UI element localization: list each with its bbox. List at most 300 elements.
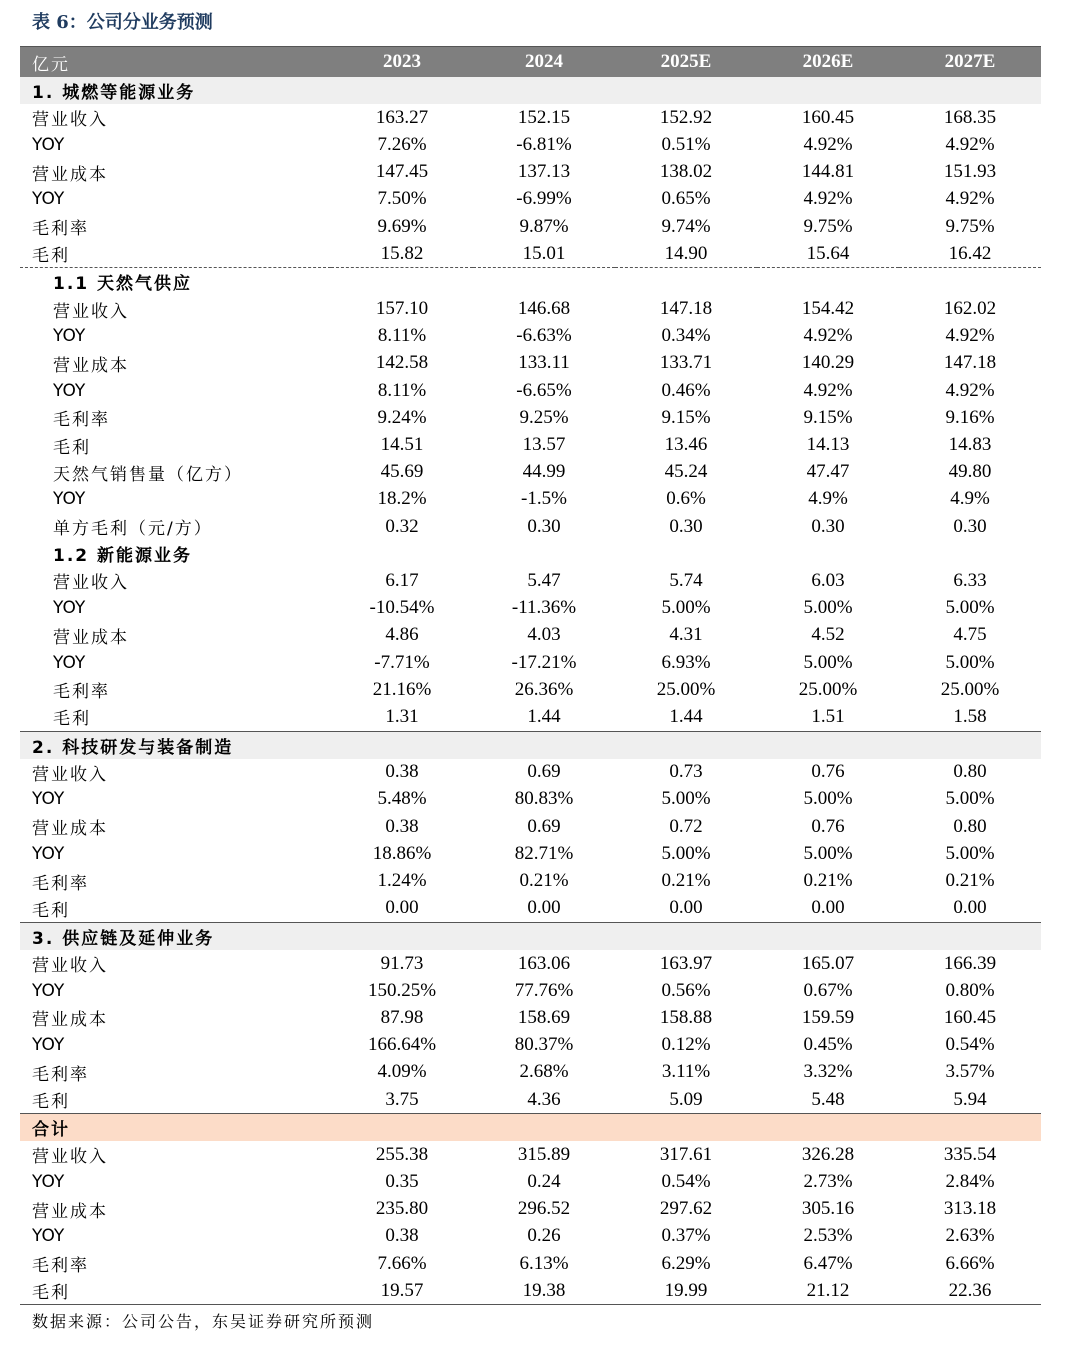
- row-label: YOY: [32, 789, 65, 810]
- table-cell: -17.21%: [511, 651, 577, 673]
- table-row: [20, 350, 1041, 377]
- subsection-label: 1.2 新能源业务: [53, 546, 193, 567]
- table-cell: 138.02: [659, 161, 713, 183]
- table-cell: 0.32: [385, 515, 419, 537]
- table-cell: 1.31: [385, 705, 419, 727]
- table-cell: 6.03: [811, 569, 845, 591]
- table-cell: 9.15%: [661, 406, 711, 428]
- subsection-row: [20, 540, 1041, 567]
- table-cell: 5.09: [669, 1088, 703, 1110]
- table-cell: 0.21%: [519, 870, 569, 892]
- table-cell: 0.24: [527, 1171, 561, 1193]
- table-cell: 3.11%: [661, 1061, 711, 1083]
- row-label: 毛利率: [53, 410, 110, 431]
- table-cell: 6.66%: [945, 1252, 995, 1274]
- table-row: [20, 323, 1041, 350]
- empty-cell: [615, 1114, 757, 1142]
- table-cell: 14.51: [380, 434, 424, 456]
- section-row: [20, 77, 1041, 104]
- table-cell: 5.00%: [945, 651, 995, 673]
- table-row: [20, 186, 1041, 213]
- empty-cell: [331, 77, 473, 104]
- table-cell: 4.92%: [945, 325, 995, 347]
- table-cell: -1.5%: [521, 488, 567, 510]
- table-row: [20, 431, 1041, 458]
- table-cell: 1.51: [811, 705, 845, 727]
- table-cell: 0.00: [669, 897, 703, 919]
- row-label: 营业成本: [32, 819, 108, 840]
- table-cell: 0.65%: [661, 188, 711, 210]
- table-cell: 152.92: [659, 106, 713, 128]
- empty-cell: [899, 268, 1041, 296]
- table-cell: 22.36: [899, 1277, 1041, 1305]
- row-label: YOY: [32, 1035, 65, 1056]
- table-cell: 0.72: [669, 815, 703, 837]
- table-cell: 163.27: [375, 106, 429, 128]
- table-cell: 0.6%: [666, 488, 706, 510]
- table-cell: 0.30: [953, 515, 987, 537]
- table-cell: 0.69: [527, 761, 561, 783]
- table-cell: 160.45: [801, 106, 855, 128]
- table-cell: 0.80: [953, 761, 987, 783]
- table-cell: 49.80: [948, 461, 992, 483]
- table-cell: 157.10: [375, 298, 429, 320]
- table-cell: 255.38: [375, 1143, 429, 1165]
- table-cell: 0.67%: [803, 979, 853, 1001]
- row-label: 毛利率: [53, 682, 110, 703]
- section-label: 1. 城燃等能源业务: [20, 77, 331, 104]
- empty-cell: [899, 77, 1041, 104]
- table-row: [20, 567, 1041, 594]
- table-row: [20, 703, 1041, 731]
- table-cell: 4.92%: [803, 133, 853, 155]
- table-cell: 5.00%: [661, 788, 711, 810]
- table-cell: 133.11: [518, 352, 570, 374]
- table-row: [20, 404, 1041, 431]
- empty-cell: [473, 922, 615, 950]
- table-cell: 313.18: [943, 1198, 997, 1220]
- empty-cell: [331, 268, 473, 296]
- row-label: 毛利率: [32, 1064, 89, 1085]
- table-cell: 4.75: [953, 624, 987, 646]
- table-row: [20, 296, 1041, 323]
- table-row: [20, 676, 1041, 703]
- table-caption: 表 6：公司分业务预测: [32, 12, 213, 33]
- table-cell: 150.25%: [367, 979, 437, 1001]
- table-cell: 9.75%: [803, 215, 853, 237]
- table-cell: 7.50%: [377, 188, 427, 210]
- section-row: [20, 922, 1041, 950]
- empty-cell: [615, 922, 757, 950]
- table-cell: 0.54%: [945, 1034, 995, 1056]
- empty-cell: [615, 268, 757, 296]
- table-cell: 6.93%: [661, 651, 711, 673]
- row-label: 营业收入: [53, 301, 129, 322]
- table-cell: 14.83: [948, 434, 992, 456]
- table-cell: 297.62: [659, 1198, 713, 1220]
- table-cell: 5.94: [953, 1088, 987, 1110]
- table-cell: -6.99%: [516, 188, 572, 210]
- table-cell: 162.02: [943, 298, 997, 320]
- table-row: [20, 1032, 1041, 1059]
- table-cell: 77.76%: [514, 979, 574, 1001]
- table-cell: 154.42: [801, 298, 855, 320]
- table-cell: 1.44: [527, 705, 561, 727]
- table-cell: 4.92%: [803, 188, 853, 210]
- table-cell: 0.38: [385, 815, 419, 837]
- table-cell: 0.38: [385, 761, 419, 783]
- table-cell: 80.37%: [514, 1034, 574, 1056]
- table-cell: 146.68: [517, 298, 571, 320]
- table-header-row: [20, 47, 1041, 78]
- table-cell: 0.00: [385, 897, 419, 919]
- row-label: 营业收入: [32, 956, 108, 977]
- table-cell: 326.28: [801, 1143, 855, 1165]
- empty-cell: [473, 1114, 615, 1142]
- table-cell: 4.09%: [377, 1061, 427, 1083]
- row-label: 营业成本: [53, 355, 129, 376]
- row-label: YOY: [32, 134, 65, 155]
- table-cell: 2.53%: [803, 1225, 853, 1247]
- table-cell: 15.82: [380, 242, 424, 264]
- table-cell: 163.97: [659, 952, 713, 974]
- table-cell: 5.00%: [661, 842, 711, 864]
- page: [20, 0, 1041, 1332]
- table-row: [20, 977, 1041, 1004]
- table-row: [20, 813, 1041, 840]
- table-cell: 44.99: [522, 461, 566, 483]
- table-cell: -6.63%: [516, 325, 572, 347]
- table-cell: 158.69: [517, 1006, 571, 1028]
- table-cell: 5.00%: [945, 788, 995, 810]
- table-cell: 6.29%: [661, 1252, 711, 1274]
- table-cell: 152.15: [517, 106, 571, 128]
- table-cell: 0.76: [811, 815, 845, 837]
- table-cell: 0.00: [953, 897, 987, 919]
- table-cell: 0.73: [669, 761, 703, 783]
- empty-cell: [331, 731, 473, 759]
- table-cell: 133.71: [659, 352, 713, 374]
- table-cell: 0.46%: [661, 379, 711, 401]
- table-cell: 296.52: [517, 1198, 571, 1220]
- row-label: 天然气销售量（亿方）: [53, 464, 243, 485]
- table-cell: 5.00%: [945, 842, 995, 864]
- row-label: 营业收入: [53, 573, 129, 594]
- table-cell: 9.75%: [945, 215, 995, 237]
- table-cell: 8.11%: [377, 379, 427, 401]
- table-cell: 1.44: [669, 705, 703, 727]
- table-cell: 25.00%: [798, 678, 858, 700]
- subsection-label: 1.1 天然气供应: [20, 268, 331, 296]
- table-cell: 5.48: [811, 1088, 845, 1110]
- header-year: 2025E: [615, 47, 757, 78]
- table-row: [20, 131, 1041, 158]
- row-label: YOY: [53, 652, 86, 673]
- row-label: 毛利: [32, 900, 70, 921]
- table-cell: 13.46: [664, 434, 708, 456]
- row-label: 营业收入: [32, 764, 108, 785]
- table-cell: 4.03: [527, 624, 561, 646]
- row-label: 营业收入: [32, 110, 108, 131]
- empty-cell: [331, 922, 473, 950]
- row-label: 营业成本: [53, 627, 129, 648]
- table-cell: 0.35: [385, 1171, 419, 1193]
- row-label: 毛利: [32, 246, 70, 267]
- table-cell: 0.38: [385, 1225, 419, 1247]
- row-label: 营业成本: [32, 1010, 108, 1031]
- table-cell: 166.64%: [367, 1034, 437, 1056]
- header-year: 2023: [331, 47, 473, 78]
- table-row: [20, 1277, 1041, 1305]
- table-cell: 144.81: [801, 161, 855, 183]
- section-label: 2. 科技研发与装备制造: [20, 731, 331, 759]
- table-row: [20, 159, 1041, 186]
- table-cell: -10.54%: [369, 597, 435, 619]
- table-cell: 1.58: [953, 705, 987, 727]
- row-label: YOY: [32, 1226, 65, 1247]
- empty-cell: [615, 540, 757, 567]
- table-cell: 0.26: [527, 1225, 561, 1247]
- table-cell: 317.61: [659, 1143, 713, 1165]
- table-row: [20, 486, 1041, 513]
- row-label: YOY: [53, 380, 86, 401]
- table-cell: 4.9%: [808, 488, 848, 510]
- row-label: YOY: [53, 489, 86, 510]
- row-label: YOY: [32, 980, 65, 1001]
- row-label: 毛利率: [32, 1256, 89, 1277]
- table-cell: 14.13: [806, 434, 850, 456]
- table-cell: 5.00%: [661, 597, 711, 619]
- table-cell: 16.42: [948, 242, 992, 264]
- header-year: 2024: [473, 47, 615, 78]
- empty-cell: [899, 922, 1041, 950]
- row-label: 毛利: [53, 437, 91, 458]
- table-cell: 15.64: [806, 242, 850, 264]
- table-cell: 7.26%: [377, 133, 427, 155]
- table-row: [20, 1196, 1041, 1223]
- table-cell: 7.66%: [377, 1252, 427, 1274]
- table-cell: 4.92%: [945, 188, 995, 210]
- table-cell: 5.00%: [803, 788, 853, 810]
- header-unit: 亿元: [20, 47, 331, 78]
- table-cell: 0.12%: [661, 1034, 711, 1056]
- table-cell: 305.16: [801, 1198, 855, 1220]
- table-cell: 6.13%: [519, 1252, 569, 1274]
- table-cell: -6.81%: [516, 133, 572, 155]
- table-cell: 0.37%: [661, 1225, 711, 1247]
- subsection-row: [20, 268, 1041, 296]
- empty-cell: [757, 268, 899, 296]
- table-cell: 0.45%: [803, 1034, 853, 1056]
- table-cell: -7.71%: [374, 651, 430, 673]
- empty-cell: [473, 77, 615, 104]
- empty-cell: [757, 540, 899, 567]
- row-label: 毛利率: [32, 219, 89, 240]
- table-cell: 151.93: [943, 161, 997, 183]
- total-row: [20, 1114, 1041, 1142]
- section-row: [20, 731, 1041, 759]
- table-cell: 5.00%: [945, 597, 995, 619]
- table-cell: 3.32%: [803, 1061, 853, 1083]
- table-cell: 166.39: [943, 952, 997, 974]
- empty-cell: [615, 77, 757, 104]
- empty-cell: [331, 540, 473, 567]
- table-cell: 5.00%: [803, 651, 853, 673]
- table-cell: 47.47: [806, 461, 850, 483]
- forecast-table: [20, 46, 1041, 1305]
- table-cell: 168.35: [943, 106, 997, 128]
- table-cell: 9.74%: [661, 215, 711, 237]
- table-row: [20, 513, 1041, 540]
- table-cell: 3.57%: [945, 1061, 995, 1083]
- row-label: YOY: [32, 843, 65, 864]
- table-row: [20, 459, 1041, 486]
- empty-cell: [331, 1114, 473, 1142]
- table-row: [20, 1223, 1041, 1250]
- section-label: 3. 供应链及延伸业务: [20, 922, 331, 950]
- table-cell: 87.98: [380, 1006, 424, 1028]
- table-cell: 159.59: [801, 1006, 855, 1028]
- table-row: [20, 240, 1041, 268]
- table-cell: 315.89: [517, 1143, 571, 1165]
- table-cell: 5.48%: [377, 788, 427, 810]
- table-cell: 140.29: [801, 352, 855, 374]
- empty-cell: [757, 922, 899, 950]
- table-cell: 6.33: [953, 569, 987, 591]
- source-footnote: 数据来源：公司公告，东吴证券研究所预测: [32, 1312, 375, 1332]
- table-cell: 4.92%: [803, 379, 853, 401]
- table-cell: 6.47%: [803, 1252, 853, 1274]
- table-cell: 0.00: [527, 897, 561, 919]
- table-cell: 19.99: [615, 1277, 757, 1305]
- table-cell: 165.07: [801, 952, 855, 974]
- row-label: 营业成本: [32, 164, 108, 185]
- table-cell: 163.06: [517, 952, 571, 974]
- table-cell: 19.38: [473, 1277, 615, 1305]
- row-label: 营业成本: [32, 1201, 108, 1222]
- table-cell: 0.80%: [945, 979, 995, 1001]
- table-cell: 0.34%: [661, 325, 711, 347]
- row-label: 毛利: [20, 1277, 331, 1305]
- table-cell: 0.56%: [661, 979, 711, 1001]
- table-cell: 9.87%: [519, 215, 569, 237]
- table-cell: 18.86%: [372, 842, 432, 864]
- table-cell: 5.00%: [803, 842, 853, 864]
- row-label: 毛利: [53, 709, 91, 730]
- table-row: [20, 759, 1041, 786]
- table-cell: 9.24%: [377, 406, 427, 428]
- table-cell: 147.45: [375, 161, 429, 183]
- table-cell: 45.69: [380, 461, 424, 483]
- total-label: 合计: [20, 1114, 331, 1142]
- table-cell: 4.92%: [945, 133, 995, 155]
- table-row: [20, 213, 1041, 240]
- empty-cell: [899, 1114, 1041, 1142]
- table-cell: -11.36%: [511, 597, 577, 619]
- table-row: [20, 104, 1041, 131]
- table-cell: 0.21%: [803, 870, 853, 892]
- table-cell: 2.73%: [803, 1171, 853, 1193]
- table-cell: 0.76: [811, 761, 845, 783]
- empty-cell: [473, 268, 615, 296]
- table-cell: 82.71%: [514, 842, 574, 864]
- table-cell: 6.17: [385, 569, 419, 591]
- table-cell: 5.00%: [803, 597, 853, 619]
- table-cell: 21.12: [757, 1277, 899, 1305]
- table-cell: 19.57: [331, 1277, 473, 1305]
- row-label: 单方毛利（元/方）: [53, 519, 213, 540]
- table-cell: 0.54%: [661, 1171, 711, 1193]
- table-cell: 18.2%: [377, 488, 427, 510]
- table-cell: -6.65%: [516, 379, 572, 401]
- table-cell: 2.68%: [519, 1061, 569, 1083]
- row-label: YOY: [32, 189, 65, 210]
- table-cell: 0.00: [811, 897, 845, 919]
- table-body: [20, 77, 1041, 1305]
- table-cell: 158.88: [659, 1006, 713, 1028]
- table-row: [20, 1169, 1041, 1196]
- table-cell: 0.21%: [945, 870, 995, 892]
- table-cell: 137.13: [517, 161, 571, 183]
- table-cell: 4.9%: [950, 488, 990, 510]
- table-cell: 25.00%: [656, 678, 716, 700]
- table-cell: 25.00%: [940, 678, 1000, 700]
- table-row: [20, 1086, 1041, 1114]
- empty-cell: [757, 731, 899, 759]
- table-cell: 235.80: [375, 1198, 429, 1220]
- empty-cell: [615, 731, 757, 759]
- table-cell: 142.58: [375, 352, 429, 374]
- table-cell: 335.54: [943, 1143, 997, 1165]
- table-cell: 5.74: [669, 569, 703, 591]
- table-cell: 4.92%: [945, 379, 995, 401]
- empty-cell: [899, 540, 1041, 567]
- header-year: 2027E: [899, 47, 1041, 78]
- table-cell: 0.30: [527, 515, 561, 537]
- table-cell: 9.69%: [377, 215, 427, 237]
- table-row: [20, 1004, 1041, 1031]
- empty-cell: [899, 731, 1041, 759]
- table-cell: 160.45: [943, 1006, 997, 1028]
- table-cell: 9.25%: [519, 406, 569, 428]
- table-cell: 3.75: [385, 1088, 419, 1110]
- row-label: 毛利率: [32, 873, 89, 894]
- table-cell: 147.18: [943, 352, 997, 374]
- table-row: [20, 1141, 1041, 1168]
- table-row: [20, 840, 1041, 867]
- empty-cell: [473, 540, 615, 567]
- table-cell: 4.31: [669, 624, 703, 646]
- table-cell: 21.16%: [372, 678, 432, 700]
- table-row: [20, 1059, 1041, 1086]
- row-label: YOY: [32, 1172, 65, 1193]
- table-cell: 0.30: [811, 515, 845, 537]
- table-cell: 9.15%: [803, 406, 853, 428]
- table-cell: 13.57: [522, 434, 566, 456]
- table-cell: 8.11%: [377, 325, 427, 347]
- table-row: [20, 950, 1041, 977]
- table-cell: 5.47: [527, 569, 561, 591]
- row-label: YOY: [53, 598, 86, 619]
- table-cell: 147.18: [659, 298, 713, 320]
- table-cell: 2.84%: [945, 1171, 995, 1193]
- table-cell: 4.36: [527, 1088, 561, 1110]
- table-cell: 1.24%: [377, 870, 427, 892]
- table-row: [20, 1250, 1041, 1277]
- table-row: [20, 377, 1041, 404]
- table-row: [20, 786, 1041, 813]
- table-cell: 14.90: [664, 242, 708, 264]
